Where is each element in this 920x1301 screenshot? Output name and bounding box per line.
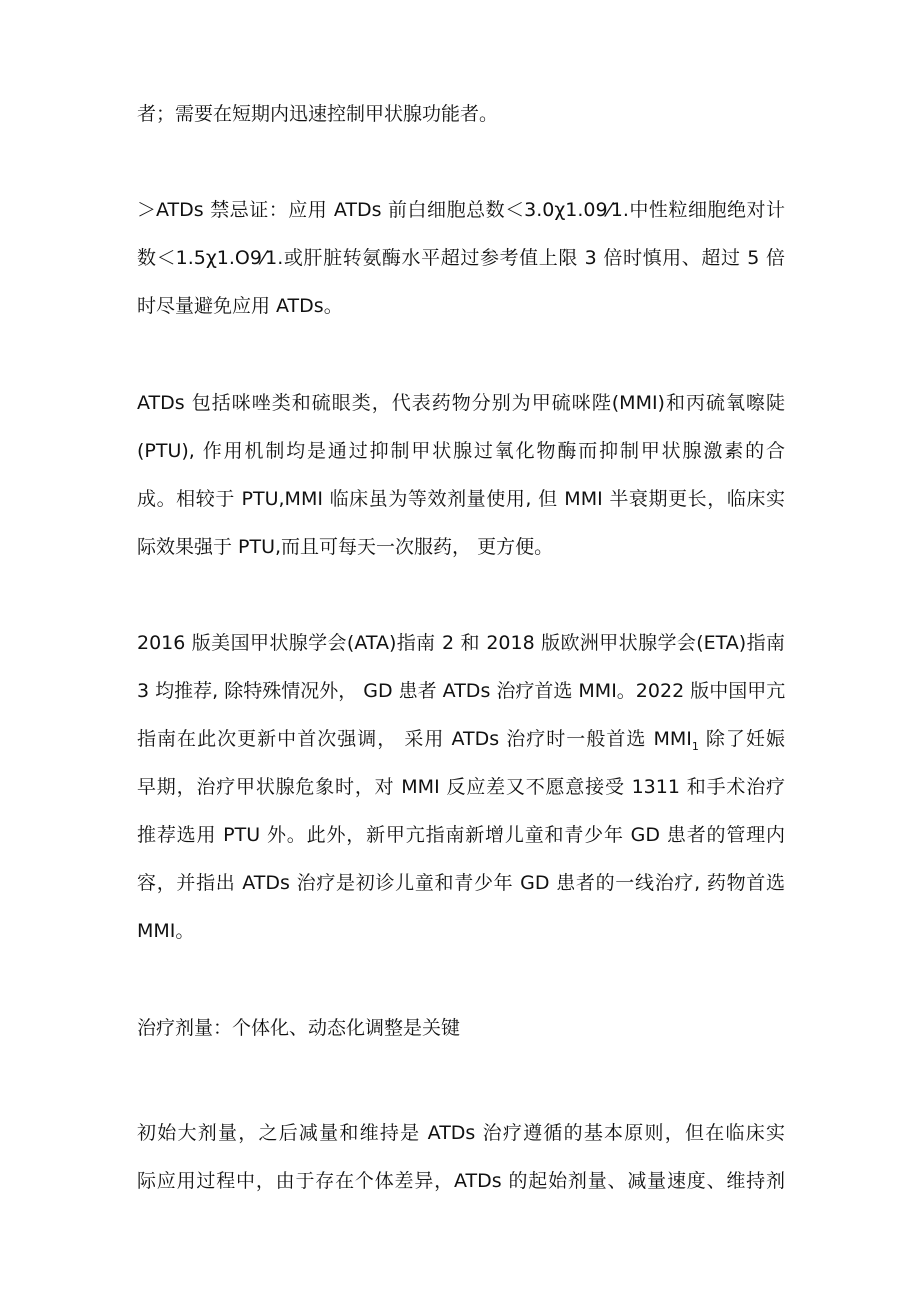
paragraph-4-line-2: 3 均推荐, 除特殊情况外， GD 患者 ATDs 治疗首选 MMI。2022 版中国甲亢: [137, 680, 786, 702]
paragraph-4-line-5: 推荐选用 PTU 外。此外，新甲亢指南新增儿童和青少年 GD 患者的管理内: [137, 824, 785, 846]
paragraph-3-line-4: 际效果强于 PTU,而且可每天一次服药， 更方便。: [137, 536, 554, 558]
paragraph-3-line-3: 成。相较于 PTU,MMI 临床虽为等效剂量使用, 但 MMI 半衰期更长，临床实: [137, 488, 785, 510]
paragraph-4-line-3: [137, 726, 785, 752]
paragraph-4-line-6: 容，并指出 ATDs 治疗是初诊儿童和青少年 GD 患者的一线治疗, 药物首选: [137, 872, 785, 894]
section-heading: 治疗剂量：个体化、动态化调整是关键: [137, 1017, 461, 1039]
paragraph-4-line-3-text-b: 除了妊娠: [698, 728, 785, 750]
paragraph-2-line-2: 数＜1.5χ1.O9⁄1.或肝脏转氨酶水平超过参考值上限 3 倍时慎用、超过 5 倍: [137, 247, 785, 269]
paragraph-2-line-3: 时尽量避免应用 ATDs。: [137, 295, 343, 317]
paragraph-5-line-1: 初始大剂量，之后减量和维持是 ATDs 治疗遵循的基本原则，但在临床实: [137, 1122, 785, 1144]
subscript-marker: 1: [691, 739, 699, 753]
paragraph-4-line-1: 2016 版美国甲状腺学会(ATA)指南 2 和 2018 版欧洲甲状腺学会(ETA)指南: [137, 632, 785, 654]
paragraph-4-line-3-text-a: 指南在此次更新中首次强调， 采用 ATDs 治疗时一般首选 MMI: [137, 728, 692, 750]
paragraph-3-line-1: ATDs 包括咪唑类和硫眼类，代表药物分别为甲硫咪陛(MMI)和丙硫氧嚓陡: [137, 392, 785, 414]
paragraph-2-line-1: ＞ATDs 禁忌证：应用 ATDs 前白细胞总数＜3.0χ1.09⁄1.中性粒细胞绝对计: [137, 199, 785, 221]
paragraph-5-line-2: 际应用过程中，由于存在个体差异，ATDs 的起始剂量、减量速度、维持剂: [137, 1170, 785, 1192]
paragraph-4-line-4: 早期，治疗甲状腺危象时，对 MMI 反应差又不愿意接受 1311 和手术治疗: [137, 776, 785, 798]
paragraph-3-line-2: (PTU), 作用机制均是通过抑制甲状腺过氧化物酶而抑制甲状腺激素的合: [137, 440, 785, 462]
paragraph-1-line-1: 者；需要在短期内迅速控制甲状腺功能者。: [137, 103, 499, 125]
paragraph-4-line-7: MMI。: [137, 920, 195, 942]
